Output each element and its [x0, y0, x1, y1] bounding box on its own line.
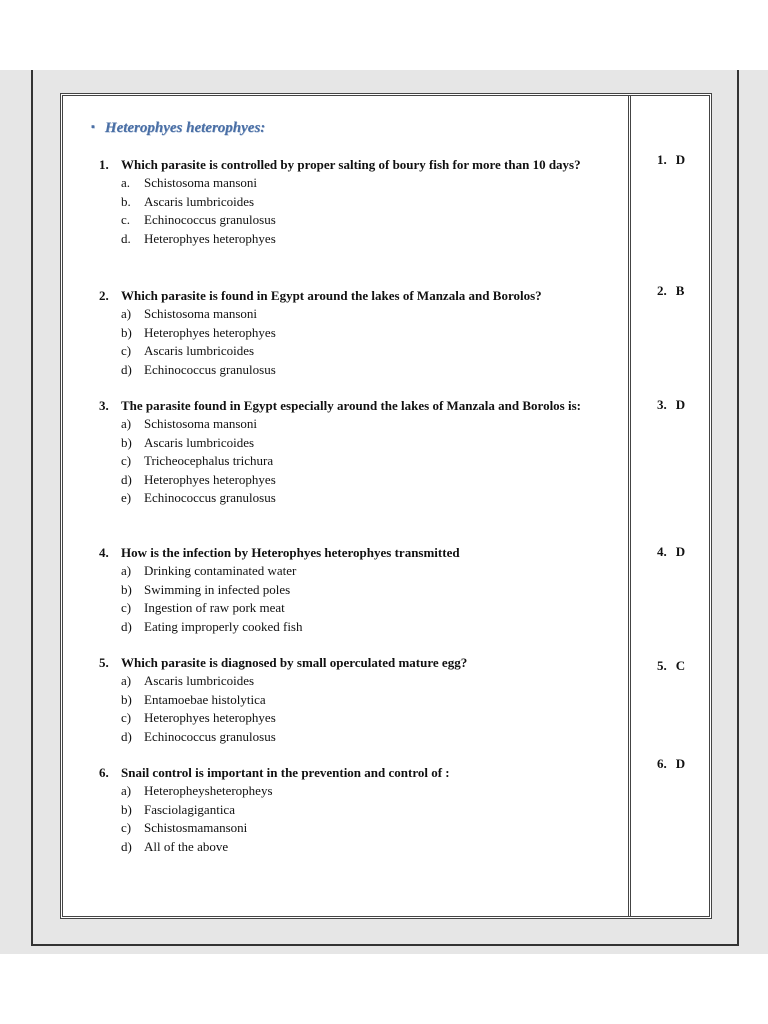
- question-4: [99, 544, 619, 636]
- question-stem: Snail control is important in the prevention and control of :: [121, 765, 450, 780]
- option: a. Schistosoma mansoni: [121, 175, 258, 190]
- question-number: 3.: [99, 398, 109, 413]
- option: b) Fasciolagigantica: [121, 801, 235, 817]
- option: c) Ascaris lumbricoides: [121, 343, 255, 358]
- question-number: 1.: [99, 157, 109, 172]
- option: d. Heterophyes heterophyes: [121, 230, 276, 246]
- question-3: [99, 397, 619, 508]
- option: b) Swimming in infected poles: [121, 581, 291, 597]
- option: c) Schistosmamansoni: [121, 820, 248, 835]
- option-list: [99, 562, 619, 636]
- question-2: [99, 287, 619, 379]
- option: c. Echinococcus granulosus: [121, 212, 276, 227]
- question-5: [99, 654, 619, 746]
- answer-4: 4. D: [657, 544, 686, 559]
- option: b) Heterophyes heterophyes: [121, 324, 276, 340]
- square-bullet-icon: ▪: [91, 121, 95, 133]
- answer-6: 6. D: [657, 756, 686, 771]
- option-list: [99, 174, 619, 248]
- option: d) Eating improperly cooked fish: [121, 618, 303, 634]
- option: c) Tricheocephalus trichura: [121, 453, 274, 468]
- option: a) Schistosoma mansoni: [121, 306, 258, 321]
- option: d) Echinococcus granulosus: [121, 728, 276, 744]
- option: d) All of the above: [121, 838, 229, 854]
- question-number: 6.: [99, 765, 109, 780]
- question-stem: The parasite found in Egypt especially around the lakes of Manzala and Borolos is:: [121, 398, 581, 413]
- answer-1: 1. D: [657, 152, 686, 167]
- question-6: [99, 764, 619, 856]
- question-stem: Which parasite is found in Egypt around the lakes of Manzala and Borolos?: [121, 288, 542, 303]
- option: d) Heterophyes heterophyes: [121, 471, 276, 487]
- option: a) Ascaris lumbricoides: [121, 673, 255, 688]
- question-number: 4.: [99, 545, 109, 560]
- option: d) Echinococcus granulosus: [121, 361, 276, 377]
- option: b) Ascaris lumbricoides: [121, 434, 255, 450]
- option: c) Heterophyes heterophyes: [121, 710, 276, 725]
- option: b. Ascaris lumbricoides: [121, 193, 255, 209]
- question-1: [99, 156, 619, 248]
- question-stem: Which parasite is controlled by proper salting of boury fish for more than 10 days?: [121, 157, 581, 172]
- option-list: [99, 782, 619, 856]
- quiz-sheet: [60, 93, 712, 919]
- column-divider: [628, 96, 634, 916]
- answer-3: 3. D: [657, 397, 686, 412]
- option-list: [99, 305, 619, 379]
- question-stem: How is the infection by Heterophyes heterophyes transmitted: [121, 545, 460, 560]
- answer-5: 5. C: [657, 658, 686, 673]
- answer-2: 2. B: [657, 283, 685, 298]
- section-heading: ▪ Heterophyes heterophyes:: [91, 120, 266, 136]
- option-list: [99, 672, 619, 746]
- option: a) Drinking contaminated water: [121, 563, 297, 578]
- question-stem: Which parasite is diagnosed by small operculated mature egg?: [121, 655, 468, 670]
- option: a) Schistosoma mansoni: [121, 416, 258, 431]
- question-number: 5.: [99, 655, 109, 670]
- option: e) Echinococcus granulosus: [121, 490, 276, 505]
- option: c) Ingestion of raw pork meat: [121, 600, 285, 615]
- question-number: 2.: [99, 288, 109, 303]
- option: a) Heteropheysheteropheys: [121, 783, 273, 798]
- option-list: [99, 415, 619, 508]
- option: b) Entamoebae histolytica: [121, 691, 266, 707]
